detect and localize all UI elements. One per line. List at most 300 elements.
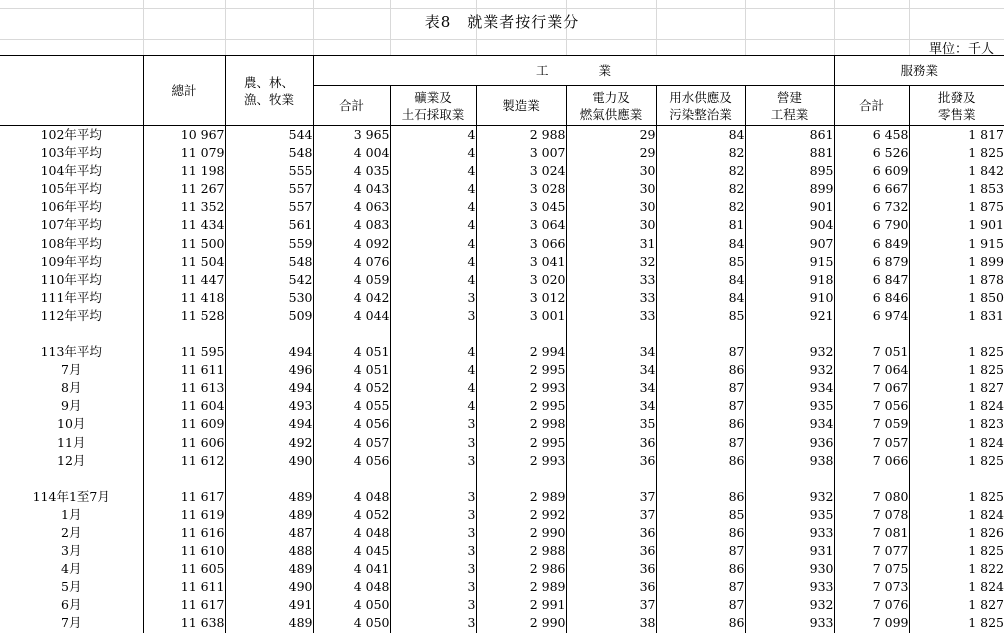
value-cell: [656, 470, 745, 488]
value-cell: 7 051: [834, 343, 909, 361]
value-cell: 3: [390, 289, 476, 307]
table-title: 表8 就業者按行業分: [424, 13, 580, 31]
value-cell: 11 610: [143, 542, 225, 560]
value-cell: 82: [656, 198, 745, 216]
row-label-cell: 111年平均: [40, 289, 102, 305]
value-cell: 87: [656, 578, 745, 596]
value-cell: 2 990: [476, 614, 566, 632]
value-cell: 4: [390, 361, 476, 379]
value-cell: [566, 325, 656, 343]
value-cell: 895: [745, 162, 834, 180]
value-cell: 2 995: [476, 361, 566, 379]
value-cell: 1 817: [909, 126, 1004, 145]
value-cell: 933: [745, 614, 834, 632]
value-cell: 3: [390, 434, 476, 452]
row-label-cell: 11月: [57, 434, 86, 450]
value-cell: 11 198: [143, 162, 225, 180]
value-cell: 7 080: [834, 488, 909, 506]
value-cell: [656, 325, 745, 343]
table-row: [0, 560, 1004, 578]
table-row: [0, 126, 1004, 145]
value-cell: 4 055: [313, 397, 390, 415]
value-cell: 489: [225, 488, 313, 506]
value-cell: 4: [390, 216, 476, 234]
value-cell: 932: [745, 361, 834, 379]
header-industry-group: 工 業: [313, 56, 834, 86]
value-cell: 6 879: [834, 253, 909, 271]
value-cell: 4: [390, 234, 476, 252]
value-cell: 938: [745, 452, 834, 470]
value-cell: 3: [390, 488, 476, 506]
row-label-cell: 6月: [61, 597, 82, 613]
table-row: [0, 524, 1004, 542]
spacer-row: [0, 325, 1004, 343]
table-body: [0, 126, 1004, 633]
value-cell: 1 825: [909, 343, 1004, 361]
value-cell: 4 083: [313, 216, 390, 234]
value-cell: 932: [745, 596, 834, 614]
header-manufacturing: 製造業: [476, 86, 566, 126]
value-cell: 33: [566, 271, 656, 289]
value-cell: 11 079: [143, 144, 225, 162]
value-cell: 936: [745, 434, 834, 452]
value-cell: 82: [656, 144, 745, 162]
value-cell: 3 024: [476, 162, 566, 180]
value-cell: 32: [566, 253, 656, 271]
value-cell: [745, 325, 834, 343]
value-cell: [390, 470, 476, 488]
value-cell: 37: [566, 488, 656, 506]
value-cell: 933: [745, 524, 834, 542]
value-cell: 11 616: [143, 524, 225, 542]
value-cell: 4: [390, 144, 476, 162]
table-row: [0, 488, 1004, 506]
value-cell: 487: [225, 524, 313, 542]
value-cell: 1 827: [909, 379, 1004, 397]
value-cell: [225, 325, 313, 343]
value-cell: 1 826: [909, 524, 1004, 542]
value-cell: 11 500: [143, 234, 225, 252]
row-label-cell: 104年平均: [40, 163, 102, 179]
table-row: [0, 162, 1004, 180]
value-cell: 1 825: [909, 614, 1004, 632]
row-label-cell: 113年平均: [40, 344, 102, 360]
table-row: [0, 415, 1004, 433]
value-cell: 7 077: [834, 542, 909, 560]
value-cell: 1 825: [909, 542, 1004, 560]
value-cell: 11 611: [143, 361, 225, 379]
value-cell: 4 050: [313, 614, 390, 632]
value-cell: 11 611: [143, 578, 225, 596]
row-label-cell: 107年平均: [40, 217, 102, 233]
table-row: [0, 289, 1004, 307]
value-cell: [476, 325, 566, 343]
value-cell: 33: [566, 289, 656, 307]
unit-label: 單位：千人: [928, 42, 994, 57]
value-cell: 490: [225, 578, 313, 596]
value-cell: 11 617: [143, 488, 225, 506]
value-cell: 11 447: [143, 271, 225, 289]
value-cell: 87: [656, 343, 745, 361]
value-cell: 2 998: [476, 415, 566, 433]
value-cell: 36: [566, 524, 656, 542]
value-cell: 1 822: [909, 560, 1004, 578]
value-cell: 4: [390, 198, 476, 216]
value-cell: 3: [390, 506, 476, 524]
value-cell: 4 044: [313, 307, 390, 325]
row-label-cell: 105年平均: [40, 181, 102, 197]
value-cell: 37: [566, 506, 656, 524]
value-cell: [834, 470, 909, 488]
value-cell: 4 042: [313, 289, 390, 307]
value-cell: 930: [745, 560, 834, 578]
row-label-cell: 8月: [61, 380, 82, 396]
value-cell: 84: [656, 234, 745, 252]
row-label-cell: 1月: [61, 506, 82, 522]
row-label-cell: [0, 470, 143, 488]
value-cell: 11 267: [143, 180, 225, 198]
row-label-cell: 10月: [57, 416, 86, 432]
value-cell: 2 994: [476, 343, 566, 361]
header-industry-subtotal: 合計: [313, 86, 390, 126]
value-cell: [745, 470, 834, 488]
value-cell: 935: [745, 397, 834, 415]
value-cell: 3: [390, 596, 476, 614]
value-cell: [909, 325, 1004, 343]
table-row: [0, 253, 1004, 271]
row-label-cell: 102年平均: [40, 127, 102, 142]
value-cell: 87: [656, 379, 745, 397]
value-cell: 86: [656, 560, 745, 578]
row-label-cell: 2月: [61, 525, 82, 541]
value-cell: 1 824: [909, 434, 1004, 452]
value-cell: 494: [225, 343, 313, 361]
value-cell: 87: [656, 596, 745, 614]
value-cell: 6 849: [834, 234, 909, 252]
header-water-supply: 用水供應及 污染整治業: [656, 86, 745, 126]
value-cell: 2 991: [476, 596, 566, 614]
value-cell: 82: [656, 180, 745, 198]
value-cell: [225, 470, 313, 488]
value-cell: 931: [745, 542, 834, 560]
value-cell: 29: [566, 144, 656, 162]
value-cell: 494: [225, 379, 313, 397]
value-cell: 30: [566, 216, 656, 234]
value-cell: 3: [390, 542, 476, 560]
table-row: [0, 180, 1004, 198]
value-cell: 36: [566, 578, 656, 596]
value-cell: 85: [656, 506, 745, 524]
value-cell: 34: [566, 343, 656, 361]
value-cell: 7 099: [834, 614, 909, 632]
value-cell: 2 990: [476, 524, 566, 542]
value-cell: 35: [566, 415, 656, 433]
table-row: [0, 397, 1004, 415]
header-mining: 礦業及 土石採取業: [390, 86, 476, 126]
header-services-group: 服務業: [834, 56, 1004, 86]
value-cell: 1 878: [909, 271, 1004, 289]
table-row: [0, 343, 1004, 361]
value-cell: 30: [566, 180, 656, 198]
value-cell: 488: [225, 542, 313, 560]
value-cell: 6 458: [834, 126, 909, 145]
table-row: [0, 198, 1004, 216]
value-cell: 36: [566, 452, 656, 470]
value-cell: 544: [225, 126, 313, 145]
value-cell: 30: [566, 162, 656, 180]
value-cell: 7 076: [834, 596, 909, 614]
value-cell: 2 995: [476, 397, 566, 415]
value-cell: 509: [225, 307, 313, 325]
value-cell: 30: [566, 198, 656, 216]
value-cell: 87: [656, 397, 745, 415]
value-cell: 34: [566, 379, 656, 397]
value-cell: 1 827: [909, 596, 1004, 614]
row-label-cell: 112年平均: [40, 307, 102, 323]
header-agriculture: 農、林、 漁、牧業: [225, 56, 313, 126]
gridline: [0, 39, 1004, 40]
value-cell: 6 609: [834, 162, 909, 180]
value-cell: 1 825: [909, 452, 1004, 470]
value-cell: 33: [566, 307, 656, 325]
value-cell: 1 915: [909, 234, 1004, 252]
table-row: [0, 379, 1004, 397]
value-cell: 86: [656, 361, 745, 379]
value-cell: 4 076: [313, 253, 390, 271]
value-cell: 3: [390, 452, 476, 470]
value-cell: 4 048: [313, 524, 390, 542]
row-label-cell: 9月: [61, 398, 82, 414]
value-cell: 557: [225, 180, 313, 198]
value-cell: 4: [390, 180, 476, 198]
table-row: [0, 578, 1004, 596]
value-cell: 3: [390, 614, 476, 632]
value-cell: 915: [745, 253, 834, 271]
table-row: [0, 596, 1004, 614]
value-cell: 4 052: [313, 379, 390, 397]
value-cell: 2 995: [476, 434, 566, 452]
value-cell: 934: [745, 415, 834, 433]
value-cell: 932: [745, 343, 834, 361]
value-cell: 11 638: [143, 614, 225, 632]
value-cell: 34: [566, 361, 656, 379]
table-row: [0, 307, 1004, 325]
value-cell: 31: [566, 234, 656, 252]
value-cell: 4 051: [313, 361, 390, 379]
value-cell: 11 617: [143, 596, 225, 614]
row-label-cell: 103年平均: [40, 145, 102, 161]
value-cell: 918: [745, 271, 834, 289]
value-cell: [476, 470, 566, 488]
value-cell: 6 974: [834, 307, 909, 325]
value-cell: 1 875: [909, 198, 1004, 216]
value-cell: 3: [390, 578, 476, 596]
value-cell: 4 059: [313, 271, 390, 289]
row-label-cell: 108年平均: [40, 235, 102, 251]
value-cell: 4: [390, 162, 476, 180]
value-cell: 1 842: [909, 162, 1004, 180]
gridline: [0, 8, 1004, 9]
value-cell: 11 595: [143, 343, 225, 361]
value-cell: 907: [745, 234, 834, 252]
value-cell: 86: [656, 488, 745, 506]
value-cell: 4 050: [313, 596, 390, 614]
value-cell: 2 993: [476, 379, 566, 397]
value-cell: 2 989: [476, 578, 566, 596]
value-cell: 4: [390, 271, 476, 289]
value-cell: 491: [225, 596, 313, 614]
value-cell: 4 056: [313, 415, 390, 433]
header-construction: 營建 工程業: [745, 86, 834, 126]
value-cell: 84: [656, 271, 745, 289]
value-cell: 11 609: [143, 415, 225, 433]
value-cell: 7 073: [834, 578, 909, 596]
value-cell: 548: [225, 253, 313, 271]
value-cell: 7 064: [834, 361, 909, 379]
value-cell: 11 604: [143, 397, 225, 415]
value-cell: 86: [656, 415, 745, 433]
value-cell: 84: [656, 289, 745, 307]
value-cell: 7 078: [834, 506, 909, 524]
value-cell: 4 052: [313, 506, 390, 524]
value-cell: 11 504: [143, 253, 225, 271]
value-cell: 11 352: [143, 198, 225, 216]
value-cell: 7 057: [834, 434, 909, 452]
value-cell: 861: [745, 126, 834, 145]
value-cell: 6 846: [834, 289, 909, 307]
value-cell: 4 041: [313, 560, 390, 578]
table-row: [0, 234, 1004, 252]
row-label-cell: 114年1至7月: [32, 488, 110, 504]
value-cell: 881: [745, 144, 834, 162]
value-cell: 11 619: [143, 506, 225, 524]
table-row: [0, 434, 1004, 452]
value-cell: 11 434: [143, 216, 225, 234]
value-cell: 4: [390, 379, 476, 397]
value-cell: [143, 325, 225, 343]
value-cell: 2 993: [476, 452, 566, 470]
value-cell: 4 035: [313, 162, 390, 180]
value-cell: 6 790: [834, 216, 909, 234]
value-cell: 11 528: [143, 307, 225, 325]
row-label-cell: 106年平均: [40, 199, 102, 215]
value-cell: 557: [225, 198, 313, 216]
row-label-cell: 12月: [57, 452, 86, 468]
table-row: [0, 542, 1004, 560]
value-cell: 3 028: [476, 180, 566, 198]
value-cell: 490: [225, 452, 313, 470]
row-label-cell: [0, 325, 143, 343]
value-cell: [566, 470, 656, 488]
table-row: [0, 144, 1004, 162]
value-cell: 11 612: [143, 452, 225, 470]
value-cell: 561: [225, 216, 313, 234]
value-cell: 1 824: [909, 397, 1004, 415]
value-cell: 933: [745, 578, 834, 596]
value-cell: 2 989: [476, 488, 566, 506]
value-cell: 489: [225, 506, 313, 524]
value-cell: 3 041: [476, 253, 566, 271]
value-cell: 87: [656, 434, 745, 452]
employment-by-industry-table: [0, 55, 1004, 633]
row-label-cell: 5月: [61, 579, 82, 595]
value-cell: 4: [390, 397, 476, 415]
value-cell: 4 048: [313, 578, 390, 596]
value-cell: 1 824: [909, 578, 1004, 596]
value-cell: 496: [225, 361, 313, 379]
value-cell: 6 526: [834, 144, 909, 162]
value-cell: 11 606: [143, 434, 225, 452]
row-label-cell: 7月: [61, 615, 82, 631]
table-row: [0, 271, 1004, 289]
value-cell: 11 418: [143, 289, 225, 307]
header-services-subtotal: 合計: [834, 86, 909, 126]
value-cell: 548: [225, 144, 313, 162]
value-cell: 3 001: [476, 307, 566, 325]
value-cell: 37: [566, 596, 656, 614]
table-row: [0, 506, 1004, 524]
value-cell: 494: [225, 415, 313, 433]
spacer-row: [0, 470, 1004, 488]
row-label-cell: 109年平均: [40, 253, 102, 269]
value-cell: 3: [390, 307, 476, 325]
value-cell: 2 992: [476, 506, 566, 524]
value-cell: 935: [745, 506, 834, 524]
value-cell: 4: [390, 343, 476, 361]
value-cell: 1 831: [909, 307, 1004, 325]
value-cell: 4 043: [313, 180, 390, 198]
value-cell: 10 967: [143, 126, 225, 145]
value-cell: 7 056: [834, 397, 909, 415]
value-cell: 6 732: [834, 198, 909, 216]
value-cell: 489: [225, 560, 313, 578]
value-cell: 904: [745, 216, 834, 234]
value-cell: 7 059: [834, 415, 909, 433]
value-cell: 4 004: [313, 144, 390, 162]
header-wholesale-retail: 批發及 零售業: [909, 86, 1004, 126]
value-cell: 4: [390, 126, 476, 145]
value-cell: [313, 325, 390, 343]
value-cell: 4 048: [313, 488, 390, 506]
value-cell: 38: [566, 614, 656, 632]
value-cell: 11 613: [143, 379, 225, 397]
value-cell: 910: [745, 289, 834, 307]
value-cell: [834, 325, 909, 343]
value-cell: 7 081: [834, 524, 909, 542]
value-cell: 4 063: [313, 198, 390, 216]
value-cell: 36: [566, 434, 656, 452]
value-cell: 1 825: [909, 144, 1004, 162]
value-cell: 4 051: [313, 343, 390, 361]
value-cell: 82: [656, 162, 745, 180]
value-cell: 87: [656, 542, 745, 560]
value-cell: 1 823: [909, 415, 1004, 433]
value-cell: 4 057: [313, 434, 390, 452]
table-row: [0, 614, 1004, 632]
value-cell: 3 012: [476, 289, 566, 307]
value-cell: 4 056: [313, 452, 390, 470]
value-cell: 2 986: [476, 560, 566, 578]
value-cell: 932: [745, 488, 834, 506]
value-cell: 3 020: [476, 271, 566, 289]
value-cell: 542: [225, 271, 313, 289]
value-cell: 86: [656, 524, 745, 542]
value-cell: 4 045: [313, 542, 390, 560]
table-row: [0, 216, 1004, 234]
value-cell: 555: [225, 162, 313, 180]
value-cell: 85: [656, 307, 745, 325]
value-cell: 36: [566, 560, 656, 578]
